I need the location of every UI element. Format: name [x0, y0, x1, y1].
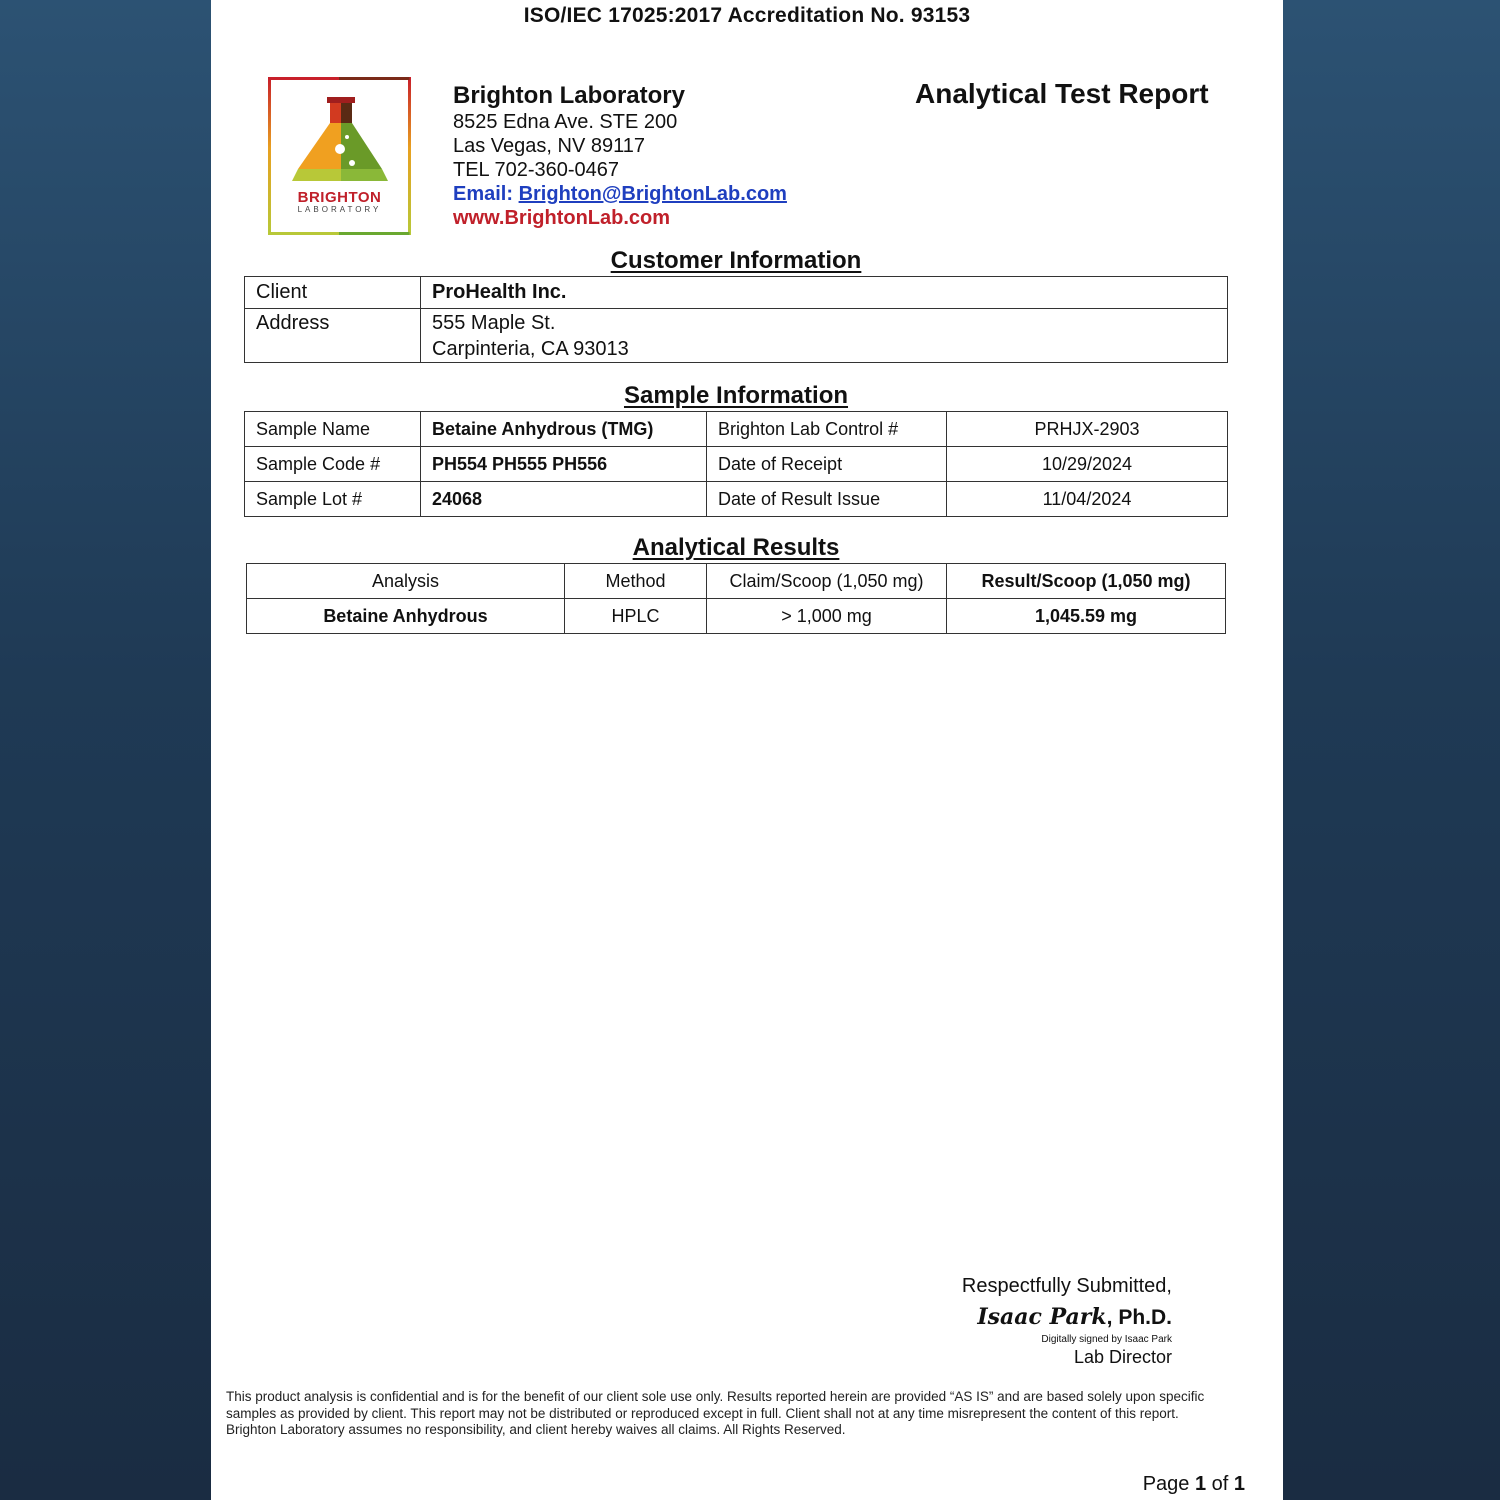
customer-info-heading: Customer Information — [610, 247, 862, 274]
table-row — [245, 482, 1228, 517]
table-row — [247, 599, 1226, 634]
header-claim: Claim/Scoop (1,050 mg) — [707, 564, 947, 599]
header-result: Result/Scoop (1,050 mg) — [947, 564, 1226, 599]
results-table — [246, 563, 1226, 634]
client-label: Client — [245, 277, 421, 309]
sample-lot-value: 24068 — [421, 482, 707, 517]
report-page — [211, 0, 1283, 1500]
signature-script: Isaac Park — [977, 1304, 1107, 1330]
receipt-label: Date of Receipt — [707, 447, 947, 482]
sample-name-value: Betaine Anhydrous (TMG) — [421, 412, 707, 447]
table-row — [245, 412, 1228, 447]
sample-code-value: PH554 PH555 PH556 — [421, 447, 707, 482]
issue-value: 11/04/2024 — [947, 482, 1228, 517]
brighton-logo — [268, 77, 411, 235]
issue-label: Date of Result Issue — [707, 482, 947, 517]
address-label: Address — [245, 309, 421, 363]
results-heading: Analytical Results — [632, 534, 840, 561]
lab-tel: TEL 702-360-0467 — [453, 159, 620, 181]
signer-suffix: , Ph.D. — [1106, 1306, 1172, 1329]
control-value: PRHJX-2903 — [947, 412, 1228, 447]
header-analysis: Analysis — [247, 564, 565, 599]
table-row — [245, 277, 1228, 309]
sample-name-label: Sample Name — [245, 412, 421, 447]
lab-address2: Las Vegas, NV 89117 — [453, 135, 645, 157]
signer-title: Lab Director — [1073, 1347, 1172, 1367]
report-title: Analytical Test Report — [915, 78, 1209, 109]
page-number: Page 1 of 1 — [1142, 1473, 1245, 1495]
lab-address1: 8525 Edna Ave. STE 200 — [453, 111, 678, 133]
lab-info — [453, 82, 787, 230]
method-value: HPLC — [565, 599, 707, 634]
sample-info-heading: Sample Information — [623, 382, 849, 409]
customer-info-table — [244, 276, 1228, 363]
logo-name: BRIGHTON — [297, 189, 382, 206]
header-method: Method — [565, 564, 707, 599]
address-value — [421, 309, 1228, 363]
website-link[interactable]: www.BrightonLab.com — [453, 207, 671, 229]
address-line2: Carpinteria, CA 93013 — [432, 337, 629, 360]
lab-name: Brighton Laboratory — [453, 82, 685, 109]
client-value: ProHealth Inc. — [421, 277, 1228, 309]
signer-name — [962, 1304, 1172, 1330]
respectfully-text: Respectfully Submitted, — [961, 1275, 1172, 1297]
accreditation-line: ISO/IEC 17025:2017 Accreditation No. 93153 — [523, 4, 971, 27]
address-line1: 555 Maple St. — [432, 311, 556, 334]
digital-signature-note: Digitally signed by Isaac Park — [1041, 1334, 1172, 1345]
email-link[interactable]: Brighton@BrightonLab.com — [518, 183, 787, 205]
logo-sub: LABORATORY — [297, 205, 382, 214]
table-row — [245, 447, 1228, 482]
control-label: Brighton Lab Control # — [707, 412, 947, 447]
analysis-value: Betaine Anhydrous — [247, 599, 565, 634]
claim-value: > 1,000 mg — [707, 599, 947, 634]
receipt-value: 10/29/2024 — [947, 447, 1228, 482]
signature-block — [962, 1275, 1172, 1368]
table-row — [245, 309, 1228, 363]
sample-info-table — [244, 411, 1228, 517]
lab-email-line — [453, 182, 787, 206]
sample-code-label: Sample Code # — [245, 447, 421, 482]
result-value: 1,045.59 mg — [947, 599, 1226, 634]
sample-lot-label: Sample Lot # — [245, 482, 421, 517]
disclaimer-text: This product analysis is confidential and is for the benefit of our client sole use only. Results reported herein are provided “AS IS” and are based solely upon specific samples as provided by client. This report may not be distributed or reproduced except in full. Client shall not at any time misrepresent the content of this report. Brighton Laboratory assumes no responsibility, and client hereby waives all claims. All Rights Reserved. — [226, 1389, 1205, 1437]
email-label: Email: — [453, 183, 519, 205]
table-header-row — [247, 564, 1226, 599]
